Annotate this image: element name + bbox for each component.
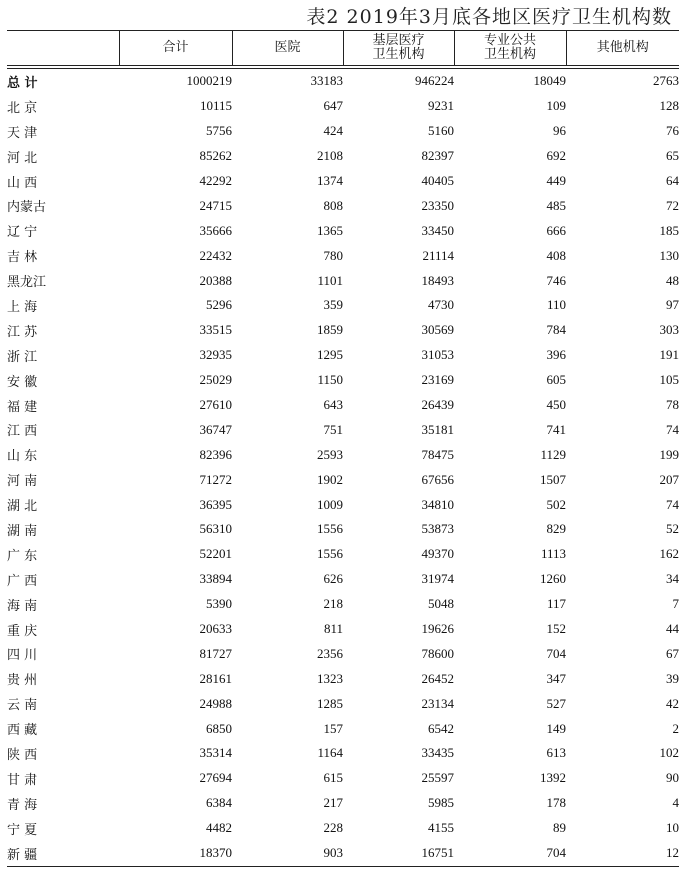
cell-primary: 23134	[421, 695, 454, 711]
cell-total: 20388	[199, 272, 232, 288]
cell-hospital: 2108	[317, 148, 343, 164]
table-row	[7, 417, 679, 442]
cell-hospital: 1556	[317, 546, 343, 562]
cell-public: 784	[546, 322, 566, 338]
table-body	[7, 69, 679, 867]
cell-total: 1000219	[186, 73, 232, 89]
cell-hospital: 751	[323, 421, 343, 437]
cell-primary: 18493	[421, 272, 454, 288]
cell-hospital: 2593	[317, 446, 343, 462]
cell-primary: 5985	[428, 795, 454, 811]
cell-region: 四 川	[7, 648, 38, 664]
cell-region: 安 徽	[7, 374, 38, 390]
cell-primary: 35181	[421, 421, 454, 437]
cell-primary: 82397	[421, 148, 454, 164]
cell-public: 1113	[540, 546, 566, 562]
cell-other: 42	[666, 695, 679, 711]
header-primary-care	[343, 31, 454, 66]
cell-hospital: 1164	[317, 745, 343, 761]
cell-total: 5296	[206, 297, 232, 313]
cell-hospital: 615	[323, 770, 343, 786]
cell-other: 39	[666, 670, 679, 686]
cell-hospital: 1285	[317, 695, 343, 711]
cell-primary: 19626	[421, 621, 454, 637]
cell-hospital: 218	[323, 596, 343, 612]
cell-region: 广 东	[7, 548, 38, 564]
cell-hospital: 217	[323, 795, 343, 811]
cell-region: 山 东	[7, 449, 38, 465]
cell-public: 449	[546, 173, 566, 188]
table-row	[7, 293, 679, 318]
cell-hospital: 780	[323, 247, 343, 263]
table-row	[7, 393, 679, 418]
cell-other: 97	[666, 297, 679, 313]
cell-other: 44	[666, 621, 679, 637]
cell-primary: 25597	[421, 770, 454, 786]
cell-public: 1260	[540, 571, 566, 587]
cell-region: 山 西	[7, 175, 38, 191]
header-public-health	[454, 31, 566, 66]
cell-region: 河 南	[7, 474, 38, 490]
cell-other: 2763	[653, 73, 679, 89]
cell-public: 1507	[540, 471, 566, 487]
cell-hospital: 1374	[317, 173, 343, 188]
cell-public: 1129	[540, 446, 566, 462]
cell-region: 陕 西	[7, 747, 38, 763]
table-row	[7, 641, 679, 666]
cell-other: 74	[666, 421, 679, 437]
cell-primary: 31053	[421, 347, 454, 363]
cell-region: 吉 林	[7, 250, 38, 266]
cell-total: 28161	[199, 670, 232, 686]
cell-other: 162	[659, 546, 679, 562]
cell-total: 4482	[206, 820, 232, 836]
cell-other: 34	[666, 571, 679, 587]
cell-primary: 4730	[428, 297, 454, 313]
cell-other: 74	[666, 496, 679, 512]
cell-total: 27694	[199, 770, 232, 786]
cell-other: 185	[659, 222, 679, 238]
cell-total: 82396	[199, 446, 232, 462]
cell-region: 海 南	[7, 598, 38, 614]
cell-total: 35314	[199, 745, 232, 761]
cell-public: 704	[454, 841, 566, 866]
cell-total: 85262	[199, 148, 232, 164]
cell-region: 黑龙江	[7, 275, 47, 291]
cell-hospital: 157	[323, 720, 343, 736]
cell-primary: 23169	[421, 372, 454, 388]
cell-total: 10115	[199, 98, 232, 114]
cell-region: 西 藏	[7, 723, 38, 739]
table-row	[7, 517, 679, 542]
cell-public: 1392	[540, 770, 566, 786]
cell-public: 666	[546, 222, 566, 238]
cell-region: 广 西	[7, 573, 38, 589]
cell-total: 56310	[199, 521, 232, 537]
cell-primary: 31974	[421, 571, 454, 587]
cell-region: 贵 州	[7, 673, 38, 689]
cell-other: 65	[666, 148, 679, 164]
cell-region: 新 疆	[7, 841, 119, 866]
cell-hospital: 643	[323, 397, 343, 413]
cell-other: 130	[659, 247, 679, 263]
cell-primary: 40405	[421, 173, 454, 188]
cell-other: 4	[672, 795, 679, 811]
cell-primary: 5048	[428, 596, 454, 612]
cell-region: 辽 宁	[7, 225, 38, 241]
cell-other: 64	[666, 173, 679, 188]
header-other: 其他机构	[566, 31, 679, 66]
cell-public: 450	[546, 397, 566, 413]
cell-region: 湖 南	[7, 523, 38, 539]
header-primary-line1: 基层医疗	[372, 33, 425, 48]
cell-primary: 23350	[421, 197, 454, 213]
cell-primary: 30569	[421, 322, 454, 338]
table-title: 表2 2019年3月底各地区医疗卫生机构数	[306, 6, 672, 28]
cell-region: 福 建	[7, 399, 38, 415]
cell-total: 27610	[199, 397, 232, 413]
cell-region: 北 京	[7, 100, 38, 116]
table-row	[7, 666, 679, 691]
cell-public: 613	[546, 745, 566, 761]
institutions-table	[7, 30, 679, 867]
cell-hospital: 811	[323, 621, 343, 637]
header-total: 合计	[119, 31, 232, 66]
table-row	[7, 193, 679, 218]
cell-region: 上 海	[7, 299, 38, 315]
cell-hospital: 626	[323, 571, 343, 587]
cell-region: 甘 肃	[7, 772, 38, 788]
cell-primary: 9231	[428, 98, 454, 114]
cell-total: 36747	[199, 421, 232, 437]
cell-primary: 16751	[343, 841, 454, 866]
cell-other: 48	[666, 272, 679, 288]
cell-primary: 67656	[421, 471, 454, 487]
cell-hospital: 1556	[317, 521, 343, 537]
table-row	[7, 567, 679, 592]
cell-primary: 33450	[421, 222, 454, 238]
cell-other: 199	[659, 446, 679, 462]
cell-other: 207	[659, 471, 679, 487]
cell-public: 110	[546, 297, 566, 313]
cell-total: 18370	[119, 841, 232, 866]
table-row	[7, 716, 679, 741]
table-row	[7, 467, 679, 492]
cell-other: 303	[659, 322, 679, 338]
cell-public: 89	[553, 820, 566, 836]
cell-total: 32935	[199, 347, 232, 363]
cell-primary: 78475	[421, 446, 454, 462]
cell-public: 692	[546, 148, 566, 164]
cell-total: 24988	[199, 695, 232, 711]
cell-region: 宁 夏	[7, 822, 38, 838]
cell-total: 42292	[199, 173, 232, 188]
header-primary-line2: 卫生机构	[372, 47, 425, 62]
cell-other: 78	[666, 397, 679, 413]
cell-primary: 5160	[428, 123, 454, 139]
cell-total: 6384	[206, 795, 232, 811]
table-row	[7, 592, 679, 617]
cell-public: 178	[546, 795, 566, 811]
cell-hospital: 808	[323, 197, 343, 213]
cell-region: 江 西	[7, 424, 38, 440]
cell-primary: 49370	[421, 546, 454, 562]
cell-region: 内蒙古	[7, 200, 47, 216]
cell-region: 总 计	[7, 75, 38, 91]
table-row	[7, 318, 679, 343]
cell-public: 18049	[533, 73, 566, 89]
table-row	[7, 766, 679, 791]
table-row	[7, 617, 679, 642]
cell-total: 81727	[199, 645, 232, 661]
cell-total: 22432	[199, 247, 232, 263]
cell-region: 青 海	[7, 797, 38, 813]
cell-total: 33515	[199, 322, 232, 338]
cell-primary: 78600	[421, 645, 454, 661]
cell-public: 605	[546, 372, 566, 388]
table-row	[7, 343, 679, 368]
cell-region: 天 津	[7, 125, 38, 141]
table-row	[7, 94, 679, 119]
cell-public: 741	[546, 421, 566, 437]
cell-public: 408	[546, 247, 566, 263]
cell-region: 河 北	[7, 150, 38, 166]
cell-region: 云 南	[7, 698, 38, 714]
cell-hospital: 424	[323, 123, 343, 139]
cell-total: 52201	[199, 546, 232, 562]
cell-primary: 34810	[421, 496, 454, 512]
cell-hospital: 1365	[317, 222, 343, 238]
cell-hospital: 647	[323, 98, 343, 114]
cell-hospital: 359	[323, 297, 343, 313]
cell-total: 25029	[199, 372, 232, 388]
cell-other: 72	[666, 197, 679, 213]
cell-public: 152	[546, 621, 566, 637]
table-row	[7, 119, 679, 144]
cell-total: 33894	[199, 571, 232, 587]
cell-hospital: 33183	[310, 73, 343, 89]
cell-hospital: 1859	[317, 322, 343, 338]
cell-other: 67	[666, 645, 679, 661]
table-row	[7, 816, 679, 841]
cell-other: 2	[672, 720, 679, 736]
cell-primary: 21114	[422, 247, 454, 263]
cell-other: 102	[659, 745, 679, 761]
cell-primary: 53873	[421, 521, 454, 537]
cell-total: 35666	[199, 222, 232, 238]
cell-other: 12	[566, 841, 679, 866]
cell-public: 829	[546, 521, 566, 537]
cell-public: 746	[546, 272, 566, 288]
table-row	[7, 218, 679, 243]
table-row	[7, 368, 679, 393]
cell-public: 485	[546, 197, 566, 213]
table-row	[7, 542, 679, 567]
table-header	[7, 31, 679, 69]
cell-hospital: 1295	[317, 347, 343, 363]
cell-primary: 33435	[421, 745, 454, 761]
cell-total: 24715	[199, 197, 232, 213]
table-row	[7, 442, 679, 467]
header-row	[7, 31, 679, 66]
cell-other: 105	[659, 372, 679, 388]
cell-total: 20633	[199, 621, 232, 637]
cell-region: 湖 北	[7, 499, 38, 515]
cell-total: 71272	[199, 471, 232, 487]
cell-public: 109	[546, 98, 566, 114]
cell-other: 76	[666, 123, 679, 139]
cell-hospital: 1101	[317, 272, 343, 288]
cell-other: 52	[666, 521, 679, 537]
cell-total: 5390	[206, 596, 232, 612]
cell-public: 96	[553, 123, 566, 139]
header-public-line2: 卫生机构	[483, 47, 536, 62]
cell-hospital: 2356	[317, 645, 343, 661]
cell-total: 36395	[199, 496, 232, 512]
table-row	[7, 492, 679, 517]
cell-hospital: 1150	[317, 372, 343, 388]
cell-public: 704	[546, 645, 566, 661]
table-row	[7, 741, 679, 766]
cell-total: 5756	[206, 123, 232, 139]
header-public-line1: 专业公共	[483, 33, 536, 48]
cell-other: 7	[672, 596, 679, 612]
cell-public: 347	[546, 670, 566, 686]
cell-public: 527	[546, 695, 566, 711]
header-hospital: 医院	[232, 31, 343, 66]
cell-primary: 6542	[428, 720, 454, 736]
cell-primary: 26452	[421, 670, 454, 686]
table-row	[7, 243, 679, 268]
cell-primary: 26439	[421, 397, 454, 413]
table-row	[7, 169, 679, 194]
cell-hospital: 1009	[317, 496, 343, 512]
institutions-table-container	[7, 30, 679, 867]
cell-region: 江 苏	[7, 324, 38, 340]
cell-primary: 4155	[428, 820, 454, 836]
cell-total: 6850	[206, 720, 232, 736]
table-row	[7, 691, 679, 716]
cell-other: 90	[666, 770, 679, 786]
header-region	[7, 31, 119, 66]
cell-hospital: 903	[232, 841, 343, 866]
table-row	[7, 144, 679, 169]
cell-other: 128	[659, 98, 679, 114]
table-row	[7, 268, 679, 293]
cell-hospital: 1323	[317, 670, 343, 686]
cell-public: 149	[546, 720, 566, 736]
cell-public: 396	[546, 347, 566, 363]
cell-public: 117	[546, 596, 566, 612]
table-row	[7, 791, 679, 816]
cell-hospital: 228	[323, 820, 343, 836]
table-row	[7, 841, 679, 866]
cell-region: 浙 江	[7, 349, 38, 365]
cell-other: 191	[659, 347, 679, 363]
cell-region: 重 庆	[7, 623, 38, 639]
cell-public: 502	[546, 496, 566, 512]
table-row	[7, 69, 679, 94]
cell-primary: 946224	[415, 73, 454, 89]
cell-other: 10	[666, 820, 679, 836]
cell-hospital: 1902	[317, 471, 343, 487]
